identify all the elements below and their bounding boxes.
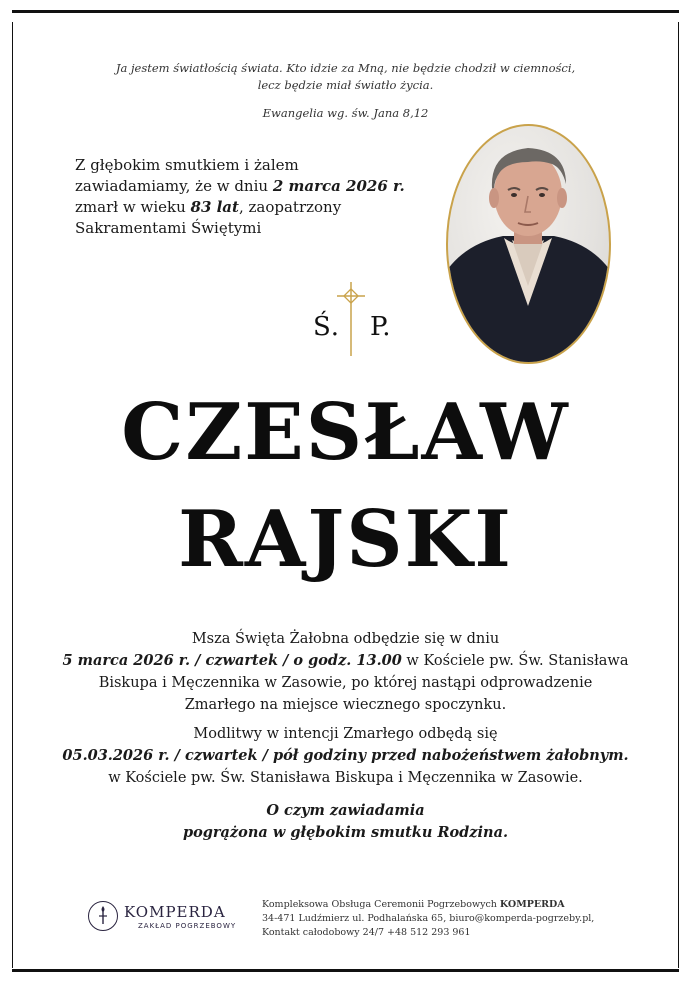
portrait-illustration (448, 126, 609, 362)
intro-line-3-text: zmarł w wieku (75, 198, 191, 216)
logo-subtitle: ZAKŁAD POGRZEBOWY (138, 922, 237, 930)
prayer-date: 05.03.2026 r. / czwartek / pół godziny przed nabożeństwem żałobnym. (62, 747, 629, 764)
frame-bottom-line (12, 969, 679, 972)
bible-quote-line-1: Ja jestem światłością świata. Kto idzie za Mną, nie będzie chodził w ciemności, (115, 61, 576, 75)
intro-line-3-end: , zaopatrzony (238, 198, 342, 216)
deceased-portrait (446, 124, 611, 364)
sp-cross-block (300, 280, 410, 360)
footer-brand: KOMPERDA (499, 899, 565, 910)
footer-line-1 (262, 898, 672, 912)
mass-line-4: Zmarłego na miejsce wiecznego spoczynku. (184, 697, 507, 713)
mass-date-time: 5 marca 2026 r. / czwartek / o godz. 13.00 (62, 652, 402, 669)
funeral-home-contact (262, 898, 672, 940)
logo-candle-icon (89, 902, 117, 930)
first-name: CZESŁAW (121, 387, 570, 478)
intro-line-3 (75, 197, 435, 218)
funeral-mass-info (0, 628, 691, 716)
intro-line-2-text: zawiadamiamy, że w dniu (75, 177, 273, 195)
death-announcement (75, 155, 435, 239)
age-at-death: 83 lat (190, 198, 239, 216)
last-name: RAJSKI (178, 494, 513, 585)
intro-line-2 (75, 176, 435, 197)
intro-line-4: Sakramentami Świętymi (75, 219, 262, 237)
family-closing (0, 800, 691, 844)
mass-line-1: Msza Święta Żałobna odbędzie się w dniu (191, 631, 500, 647)
logo-emblem-icon (88, 901, 118, 931)
sp-letter-s: Ś. (313, 312, 340, 342)
sp-letter-p: P. (370, 312, 391, 342)
gospel-reference: Ewangelia wg. św. Jana 8,12 (262, 106, 429, 120)
prayer-line-1: Modlitwy w intencji Zmarłego odbędą się (193, 726, 498, 742)
prayer-info (0, 723, 691, 789)
footer-address: 34-471 Ludźmierz ul. Podhalańska 65, biuro@komperda-pogrzeby.pl, (262, 913, 595, 924)
intro-line-1: Z głębokim smutkiem i żalem (75, 156, 299, 174)
footer-services: Kompleksowa Obsługa Ceremonii Pogrzebowych (262, 899, 500, 910)
frame-top-line (12, 10, 679, 13)
prayer-line-3: w Kościele pw. Św. Stanisława Biskupa i Męczennika w Zasowie. (108, 770, 583, 786)
komperda-logo (88, 898, 248, 938)
footer-phone: Kontakt całodobowy 24/7 +48 512 293 961 (262, 927, 471, 938)
mass-line-3: Biskupa i Męczennika w Zasowie, po której nastąpi odprowadzenie (98, 675, 593, 691)
death-date: 2 marca 2026 r. (272, 177, 405, 195)
closing-line-1: O czym zawiadamia (266, 802, 425, 819)
mass-line-2 (0, 650, 691, 672)
mass-church: w Kościele pw. Św. Stanisława (401, 653, 629, 669)
bible-quote-line-2: lecz będzie miał światło życia. (257, 78, 434, 92)
logo-brand-name: KOMPERDA (124, 903, 226, 921)
closing-line-2: pogrążona w głębokim smutku Rodzina. (182, 824, 509, 841)
bible-quote (0, 60, 691, 94)
